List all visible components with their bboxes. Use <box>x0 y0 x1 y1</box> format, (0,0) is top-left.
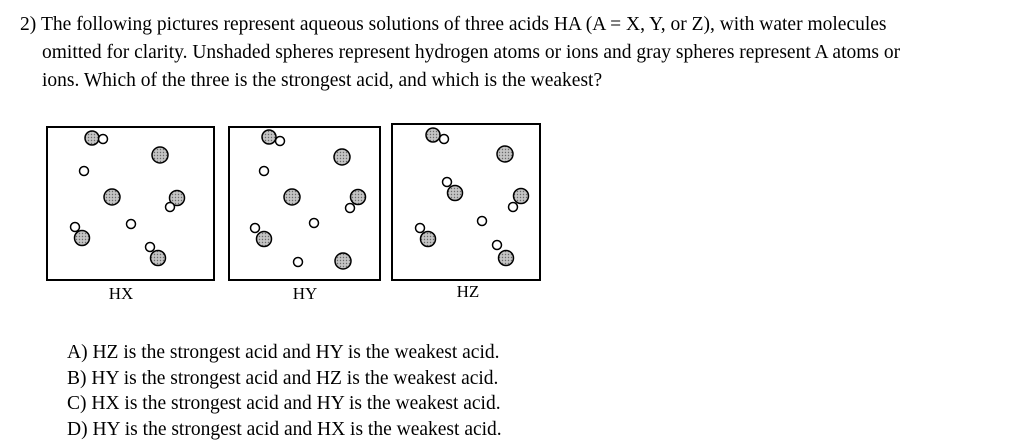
hy-molecule <box>262 130 285 146</box>
hz-molecule <box>443 178 463 201</box>
hx-molecule <box>166 191 185 212</box>
hx-molecule <box>146 243 166 266</box>
question-line-3: ions. Which of the three is the strongest acid, and which is the weakest? <box>42 70 603 91</box>
panel-label-hz: HZ <box>456 282 480 301</box>
question-number: 2) <box>20 14 37 35</box>
choice-c: C) HX is the strongest acid and HY is the weakest acid. <box>67 393 501 414</box>
question-line-2: omitted for clarity. Unshaded spheres represent hydrogen atoms or ions and gray spheres represent A atoms or <box>42 42 901 63</box>
anion <box>335 253 351 269</box>
panel-label-hx: HX <box>108 284 134 303</box>
anion <box>152 147 168 163</box>
hz-molecule <box>426 128 449 144</box>
hydrogen-ion <box>127 220 136 229</box>
choice-d: D) HY is the strongest acid and HX is the weakest acid. <box>67 418 502 440</box>
hydrogen-ion <box>260 167 269 176</box>
panel-label-hy: HY <box>292 284 318 303</box>
choice-a: A) HZ is the strongest acid and HY is the weakest acid. <box>67 342 500 363</box>
panel-hy <box>229 127 380 280</box>
choice-b: B) HY is the strongest acid and HZ is the weakest acid. <box>67 367 499 389</box>
hydrogen-ion <box>294 258 303 267</box>
question-line-1: The following pictures represent aqueous solutions of three acids HA (A = X, Y, or Z), with water molecules <box>41 14 887 35</box>
panel-hz <box>392 124 540 280</box>
hz-molecule <box>416 224 436 247</box>
hydrogen-ion <box>478 217 487 226</box>
anion <box>104 189 120 205</box>
panel-hx <box>47 127 214 280</box>
anion <box>497 146 513 162</box>
hydrogen-ion <box>310 219 319 228</box>
hydrogen-ion <box>80 167 89 176</box>
hx-molecule <box>85 131 108 145</box>
anion <box>284 189 300 205</box>
hz-molecule <box>493 241 514 266</box>
anion <box>334 149 350 165</box>
acid-solutions-figure <box>0 115 1024 305</box>
hy-molecule <box>251 224 272 247</box>
hy-molecule <box>346 190 366 213</box>
answer-choices <box>67 340 502 442</box>
hx-molecule <box>71 223 90 246</box>
panel-hx-box <box>47 127 214 280</box>
hz-molecule <box>509 189 529 212</box>
